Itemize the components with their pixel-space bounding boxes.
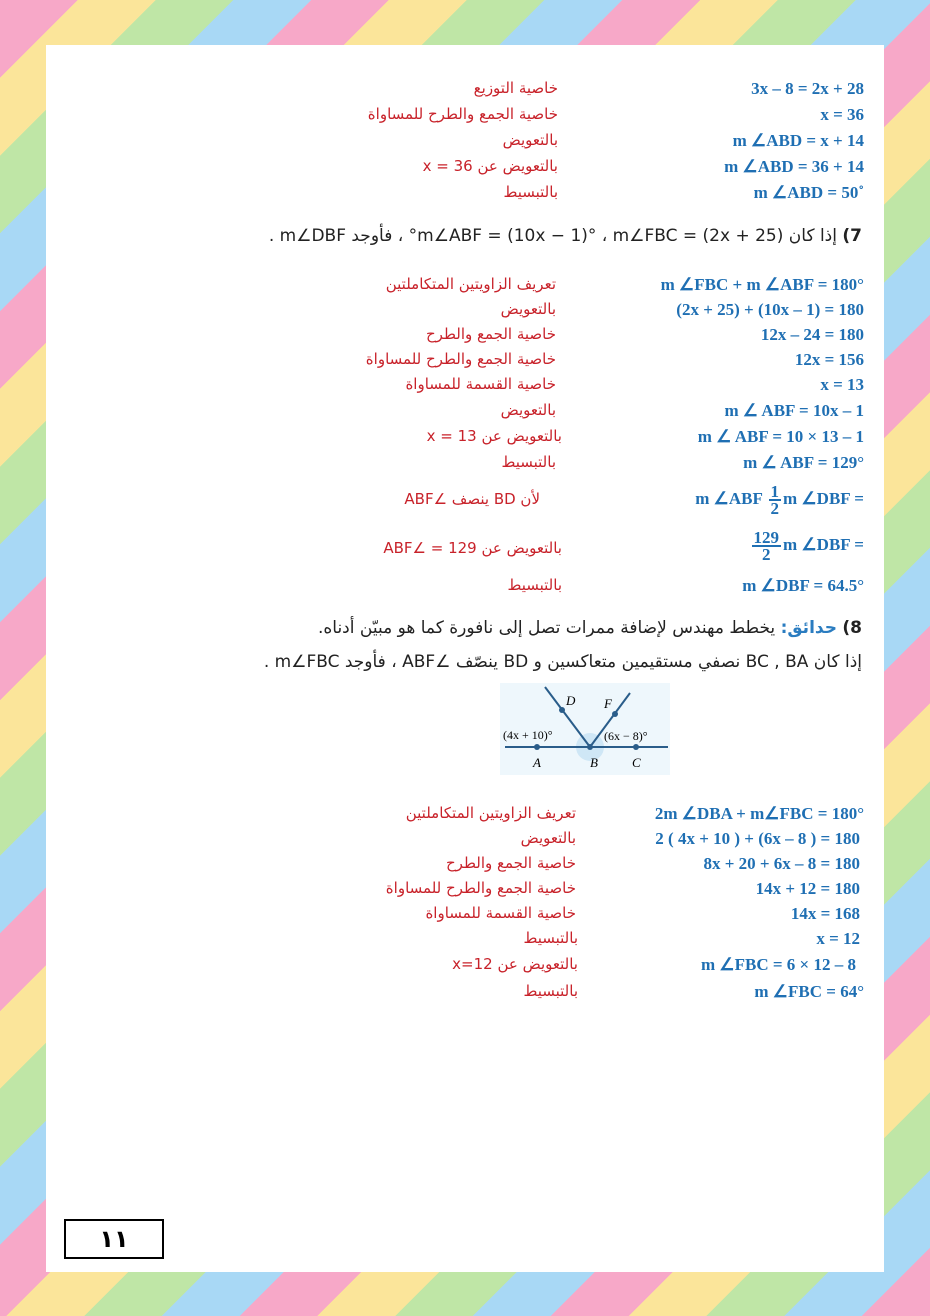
equation: m ∠FBC + m ∠ABF = 180°	[660, 275, 864, 294]
question-8-line1	[318, 618, 862, 638]
label-d: D	[566, 693, 576, 708]
reason: بالتعويض عن 129 = ∠ABF	[383, 539, 562, 557]
reason: خاصية القسمة للمساواة	[405, 375, 556, 393]
question-number: 8)	[842, 618, 862, 638]
equation-bisector	[534, 482, 864, 522]
reason: بالتعويض	[520, 829, 576, 847]
equation: m ∠FBC = 64°	[754, 982, 864, 1001]
fraction-half	[769, 482, 782, 519]
reason: بالتبسيط	[523, 982, 578, 1000]
equation: m ∠ ABF = 129°	[743, 453, 864, 472]
reason: تعريف الزاويتين المتكاملتين	[385, 275, 556, 293]
reason: بالتعويض عن x=12	[452, 955, 578, 973]
angle-figure	[500, 683, 670, 775]
fraction	[752, 528, 782, 565]
reason: بالتعويض	[502, 131, 558, 149]
reason: بالتبسيط	[501, 453, 556, 471]
equation: x = 13	[820, 375, 864, 394]
fraction-numerator: 129	[753, 528, 780, 548]
reason: بالتبسيط	[507, 576, 562, 594]
question-number: 7)	[842, 226, 862, 246]
reason: خاصية القسمة للمساواة	[425, 904, 576, 922]
equation-right: m ∠DBF =	[783, 535, 864, 554]
question-text: إذا كان m∠ABF = (10x − 1)° ، m∠FBC = (2x + 25)° ، فأوجد m∠DBF .	[268, 226, 837, 246]
equation: 14x + 12 = 180	[755, 879, 860, 898]
page-number: ١١	[64, 1219, 164, 1259]
reason: بالتعويض	[500, 401, 556, 419]
point-f	[612, 711, 618, 717]
equation: m ∠ABD = 36 + 14	[724, 157, 864, 176]
equation: m ∠ABD = x + 14	[732, 131, 864, 150]
reason: خاصية الجمع والطرح	[445, 854, 576, 872]
reason: لأن BD ينصف ∠ABF	[404, 490, 540, 508]
equation: 12x – 24 = 180	[760, 325, 864, 344]
equation: x = 12	[816, 929, 860, 948]
question-tag: حدائق:	[780, 618, 837, 638]
fraction-numerator: 1	[770, 482, 780, 502]
point-d	[559, 707, 565, 713]
equation: 14x = 168	[790, 904, 860, 923]
reason: خاصية الجمع والطرح للمساواة	[385, 879, 576, 897]
reason: خاصية الجمع والطرح	[425, 325, 556, 343]
reason: بالتبسيط	[503, 183, 558, 201]
equation: 3x – 8 = 2x + 28	[751, 79, 864, 98]
label-f: F	[604, 696, 612, 711]
point-a	[534, 744, 540, 750]
equation: m ∠DBF = 64.5°	[742, 576, 864, 595]
question-8-line2	[264, 652, 862, 672]
point-b	[587, 744, 593, 750]
equation: 2 ( 4x + 10 ) + (6x – 8 ) = 180	[655, 829, 860, 848]
reason: بالتبسيط	[523, 929, 578, 947]
reason: بالتعويض عن 13 = x	[426, 427, 562, 445]
label-b: B	[590, 755, 598, 770]
point-c	[633, 744, 639, 750]
equation: m ∠ ABF = 10x – 1	[724, 401, 864, 420]
fraction-denominator: 2	[770, 499, 780, 519]
label-a: A	[533, 755, 541, 770]
question-text: إذا كان BC , BA نصفي مستقيمين متعاكسين و BD ينصّف ∠ABF ، فأوجد m∠FBC .	[263, 652, 862, 672]
angle-label-right: (6x − 8)°	[604, 729, 648, 743]
reason: بالتعويض عن 36 = x	[422, 157, 558, 175]
question-7	[269, 226, 862, 246]
equation: m ∠FBC = 6 × 12 – 8	[700, 955, 856, 974]
equation-left: m ∠ABF	[695, 489, 763, 508]
equation: 2m ∠DBA + m∠FBC = 180°	[654, 804, 864, 823]
question-text: يخطط مهندس لإضافة ممرات تصل إلى نافورة كما هو مبيّن أدناه.	[317, 618, 776, 638]
equation-substitution	[534, 528, 864, 568]
label-c: C	[632, 755, 641, 770]
equation: m ∠ABD = 50˚	[753, 183, 864, 202]
reason: خاصية التوزيع	[473, 79, 558, 97]
reason: خاصية الجمع والطرح للمساواة	[365, 350, 556, 368]
equation: (2x + 25) + (10x – 1) = 180	[676, 300, 864, 319]
equation: 12x = 156	[794, 350, 864, 369]
fraction-denominator: 2	[762, 545, 771, 565]
equation: 8x + 20 + 6x – 8 = 180	[703, 854, 860, 873]
reason: تعريف الزاويتين المتكاملتين	[405, 804, 576, 822]
angle-label-left: (4x + 10)°	[503, 728, 553, 742]
equation-right: m ∠DBF =	[783, 489, 864, 508]
reason: بالتعويض	[500, 300, 556, 318]
equation: x = 36	[820, 105, 864, 124]
equation: m ∠ ABF = 10 × 13 – 1	[697, 427, 864, 446]
reason: خاصية الجمع والطرح للمساواة	[367, 105, 558, 123]
